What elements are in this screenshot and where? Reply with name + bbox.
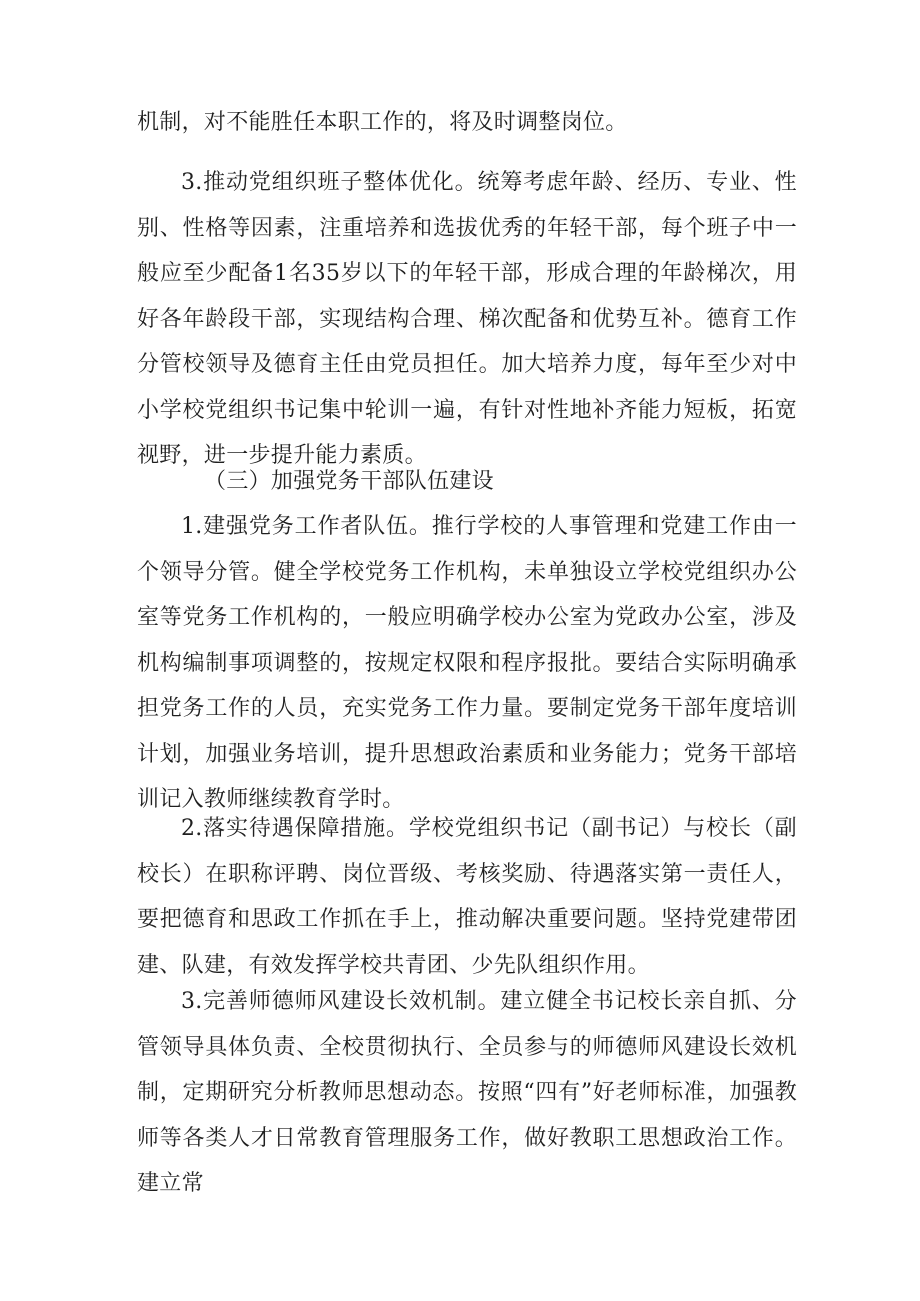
paragraph-item-3-ethics (137, 979, 797, 1207)
paragraph-text: 1.建强党务工作者队伍。推行学校的人事管理和党建工作由一个领导分管。健全学校党务工作机构，未单独设立学校党组织办公室等党务工作机构的，一般应明确学校办公室为党政办公室，涉及机构编制事项调整的，按规定权限和程序报批。要结合实际明确承担党务工作的人员，充实党务工作力量。要制定党务干部年度培训计划，加强业务培训，提升思想政治素质和业务能力；党务干部培训记入教师继续教育学时。 (137, 514, 797, 812)
paragraph-text: 2.落实待遇保障措施。学校党组织书记（副书记）与校长（副校长）在职称评聘、岗位晋级、考核奖励、待遇落实第一责任人，要把德育和思政工作抓在手上，推动解决重要问题。坚持党建带团建、队建，有效发挥学校共青团、少先队组织作用。 (137, 816, 797, 978)
paragraph-continuation: 机制，对不能胜任本职工作的，将及时调整岗位。 (137, 110, 628, 135)
paragraph-text: 3.推动党组织班子整体优化。统筹考虑年龄、经历、专业、性别、性格等因素，注重培养和选拔优秀的年轻干部，每个班子中一般应至少配备1名35岁以下的年轻干部，形成合理的年龄梯次，用好各年龄段干部，实现结构合理、梯次配备和优势互补。德育工作分管校领导及德育主任由党员担任。加大培养力度，每年至少对中小学校党组织书记集中轮训一遍，有针对性地补齐能力短板，拓宽视野，进一步提升能力素质。 (137, 170, 797, 468)
paragraph-item-2-benefits (137, 806, 797, 988)
document-body (137, 100, 797, 146)
section-heading-text: （三）加强党务干部队伍建设 (204, 469, 494, 494)
paragraph-item-3-optimize (137, 160, 797, 479)
paragraph-text: 3.完善师德师风建设长效机制。建立健全书记校长亲自抓、分管领导具体负责、全校贯彻执行、全员参与的师德师风建设长效机制，定期研究分析教师思想动态。按照“四有”好老师标准，加强教师等各类人才日常教育管理服务工作，做好教职工思想政治工作。建立常 (137, 989, 797, 1196)
paragraph-item-1-party-workers (137, 504, 797, 823)
section-heading-cadre-team (137, 459, 797, 505)
